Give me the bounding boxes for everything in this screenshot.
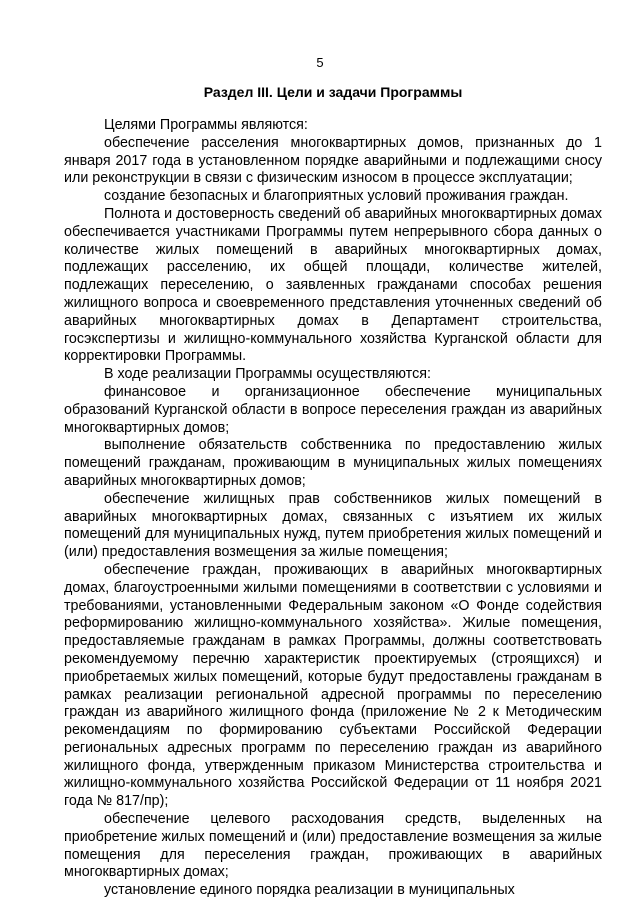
- section-title: Раздел III. Цели и задачи Программы: [203, 84, 463, 100]
- paragraph: выполнение обязательств собственника по предоставлению жилых помещений гражданам, проживающим в муниципальных жилых помещениях аварийных многоквартирных домов;: [64, 437, 602, 489]
- paragraph: финансовое и организационное обеспечение муниципальных образований Курганской области в вопросе переселения граждан из аварийных многоквартирных домов;: [64, 383, 602, 436]
- page-number: 5: [316, 55, 324, 70]
- paragraph: обеспечение расселения многоквартирных домов, признанных до 1 января 2017 года в установленном порядке аварийными и подлежащими сносу или реконструкции в связи с физическим износом в процессе эксплуатации;: [64, 134, 602, 187]
- paragraph: обеспечение граждан, проживающих в аварийных многоквартирных домах, благоустроенными жилыми помещениями в соответствии с условиями и требованиями, установленными Федеральным законом «О Фонде содействия реформированию жилищно-коммунального хозяйства». Жилые помещения, предоставляемые гражданам в рамках Программы, должны соответствовать рекомендуемому перечню характеристик проектируемых (строящихся) и приобретаемых жилых помещений, которые будут предоставлены гражданам в рамках реализации региональной адресной программы по переселению граждан из аварийного жилищного фонда (приложение № 2 к Методическим рекомендациям по формированию субъектами Российской Федерации региональных адресных программ по переселению граждан из аварийного жилищного фонда, утвержденным приказом Министерства строительства и жилищно-коммунального хозяйства Российской Федерации от 11 ноября 2021 года № 817/пр);: [64, 561, 602, 810]
- paragraph: обеспечение жилищных прав собственников жилых помещений в аварийных многоквартирных домах, связанных с изъятием их жилых помещений для муниципальных нужд, путем приобретения жилых помещений и (или) предоставления возмещения за жилые помещения;: [64, 490, 602, 561]
- paragraph: установление единого порядка реализации в муниципальных: [104, 882, 515, 899]
- paragraph: обеспечение целевого расходования средств, выделенных на приобретение жилых помещений и (или) предоставление возмещения за жилые помещения для переселения граждан, проживающих в аварийных многоквартирных домах;: [64, 811, 602, 881]
- document-body: [64, 117, 602, 900]
- paragraph: Полнота и достоверность сведений об аварийных многоквартирных домах обеспечивается участниками Программы путем непрерывного сбора данных о количестве жилых помещений в аварийных многоквартирных домах, подлежащих расселению, их общей площади, количестве жителей, подлежащих переселению, о заявленных гражданами способах решения жилищного вопроса и своевременного представления уточненных сведений об аварийных многоквартирных домах в Департамент строительства, госэкспертизы и жилищно-коммунального хозяйства Курганской области для корректировки Программы.: [64, 205, 602, 365]
- paragraph: В ходе реализации Программы осуществляются:: [104, 366, 431, 383]
- paragraph: Целями Программы являются:: [104, 117, 308, 133]
- paragraph: создание безопасных и благоприятных условий проживания граждан.: [104, 188, 569, 205]
